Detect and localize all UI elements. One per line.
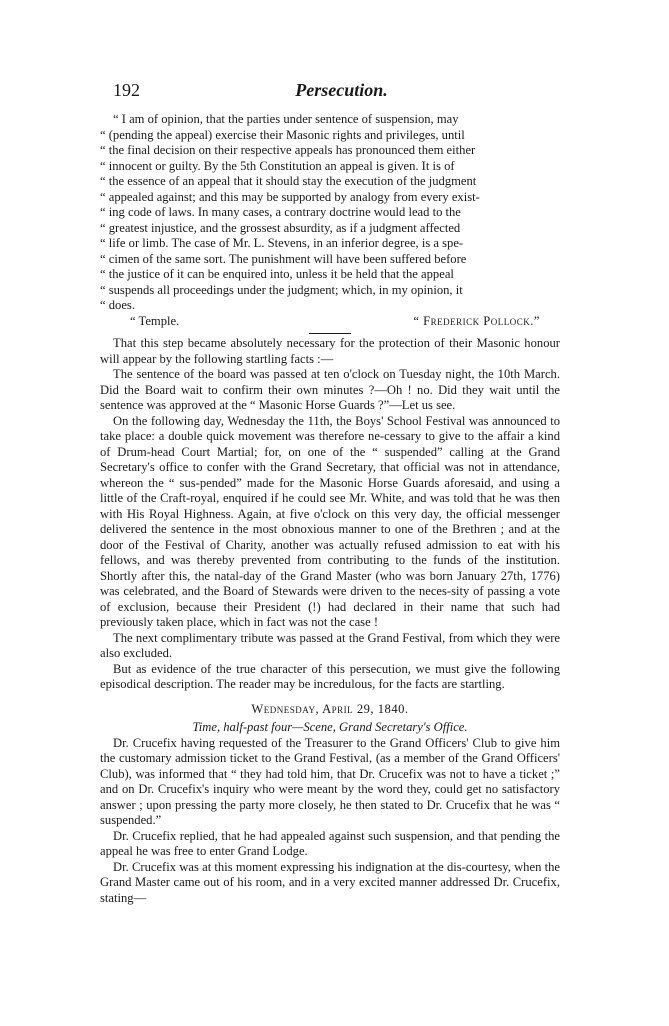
paragraph: Dr. Crucefix was at this moment expressing his indignation at the dis-courtesy, when the Grand Master came out of his room, and in a very excited manner addressed Dr. Crucefix, stating—: [100, 859, 560, 905]
quote-line: “ (pending the appeal) exercise their Masonic rights and privileges, until: [100, 127, 465, 142]
quote-line: “ the final decision on their respective appeals has pronounced them either: [100, 143, 476, 157]
quote-line: “ life or limb. The case of Mr. L. Stevens, in an inferior degree, is a spe-: [100, 236, 464, 250]
page-header: [113, 80, 570, 104]
quote-line: “ ing code of laws. In many cases, a contrary doctrine would lead to the: [100, 205, 461, 219]
spacer: [100, 693, 560, 702]
quote-line: “ the essence of an appeal that it should stay the execution of the judgment: [100, 174, 477, 188]
scene-line: Time, half-past four—Scene, Grand Secretary's Office.: [192, 720, 468, 734]
quote-signature: “ Frederick Pollock.”: [413, 313, 540, 328]
page-number: 192: [113, 80, 140, 100]
paragraph: On the following day, Wednesday the 11th, the Boys' School Festival was announced to take place: a double quick movement was therefore ne-cessary to give to the affair a kind of Drum-head Court Martial; for, on one of the “ suspended” calling at the Grand Secretary's office to confer with the Grand Secretary, that official was not in attendance, whereon the “ sus-pended” made for the Masonic Horse Guards aforesaid, and using a little of the Craft-royal, enquired if he could see Mr. White, and was told that he was then with His Royal Highness. Again, at five o'clock on this very day, the official messenger delivered the sentence in the most obnoxious manner to one of the Brethren ; and at the door of the Festival of Charity, another was actually refused admission to eat with his fellows, and was thereby prevented from contributing to the funds of the institution. Shortly after this, the natal-day of the Grand Master (who was born January 27th, 1776) was celebrated, and the Board of Stewards were driven to the neces-sity of passing a vote of exclusion, because their President (!) had declared in their name that such had previously taken place, which in fact was not the case !: [100, 413, 560, 629]
quote-line: “ innocent or guilty. By the 5th Constitution an appeal is given. It is of: [100, 158, 455, 173]
paragraph: That this step became absolutely necessary for the protection of their Masonic honour will appear by the following startling facts :—: [100, 336, 560, 366]
quote-line: “ does.: [100, 298, 135, 312]
paragraph: The next complimentary tribute was passed at the Grand Festival, from which they were also excluded.: [100, 630, 560, 660]
opinion-quote: [100, 112, 560, 329]
quote-line: “ I am of opinion, that the parties under sentence of suspension, may: [113, 112, 459, 126]
quote-line: “ appealed against; and this may be supported by analogy from every exist-: [100, 189, 480, 204]
page-body: [100, 112, 560, 906]
section-rule: [309, 333, 351, 334]
quote-line: “ the justice of it can be enquired into, unless it be held that the appeal: [100, 267, 454, 281]
running-head: Persecution.: [295, 80, 388, 100]
paragraph: Dr. Crucefix replied, that he had appealed against such suspension, and that pending the appeal he was free to enter Grand Lodge.: [100, 828, 560, 858]
quote-place: “ Temple.: [130, 313, 180, 328]
dateline: Wednesday, April 29, 1840.: [251, 701, 409, 716]
paragraph: But as evidence of the true character of this persecution, we must give the following episodical description. The reader may be incredulous, for the facts are startling.: [100, 661, 560, 691]
quote-line: “ suspends all proceedings under the judgment; which, in my opinion, it: [100, 282, 463, 297]
paragraph: Dr. Crucefix having requested of the Treasurer to the Grand Officers' Club to give him the customary admission ticket to the Grand Festival, (as a member of the Grand Officers' Club), was informed that “ they had told him, that Dr. Crucefix was not to have a ticket ;” and on Dr. Crucefix's inquiry who were meant by the word they, could get no satisfactory answer ; upon pressing the party more closely, he then stated to Dr. Crucefix that he was “ suspended.”: [100, 735, 560, 827]
paragraph: The sentence of the board was passed at ten o'clock on Tuesday night, the 10th March. Did the Board wait to confirm their own minutes ?—Oh ! no. Did they wait until the sentence was approved at the “ Masonic Horse Guards ?”—Let us see.: [100, 367, 560, 412]
quote-signature-line: [100, 314, 560, 330]
quote-line: “ cimen of the same sort. The punishment will have been suffered before: [100, 251, 467, 266]
quote-line: “ greatest injustice, and the grossest absurdity, as if a judgment affected: [100, 220, 461, 235]
